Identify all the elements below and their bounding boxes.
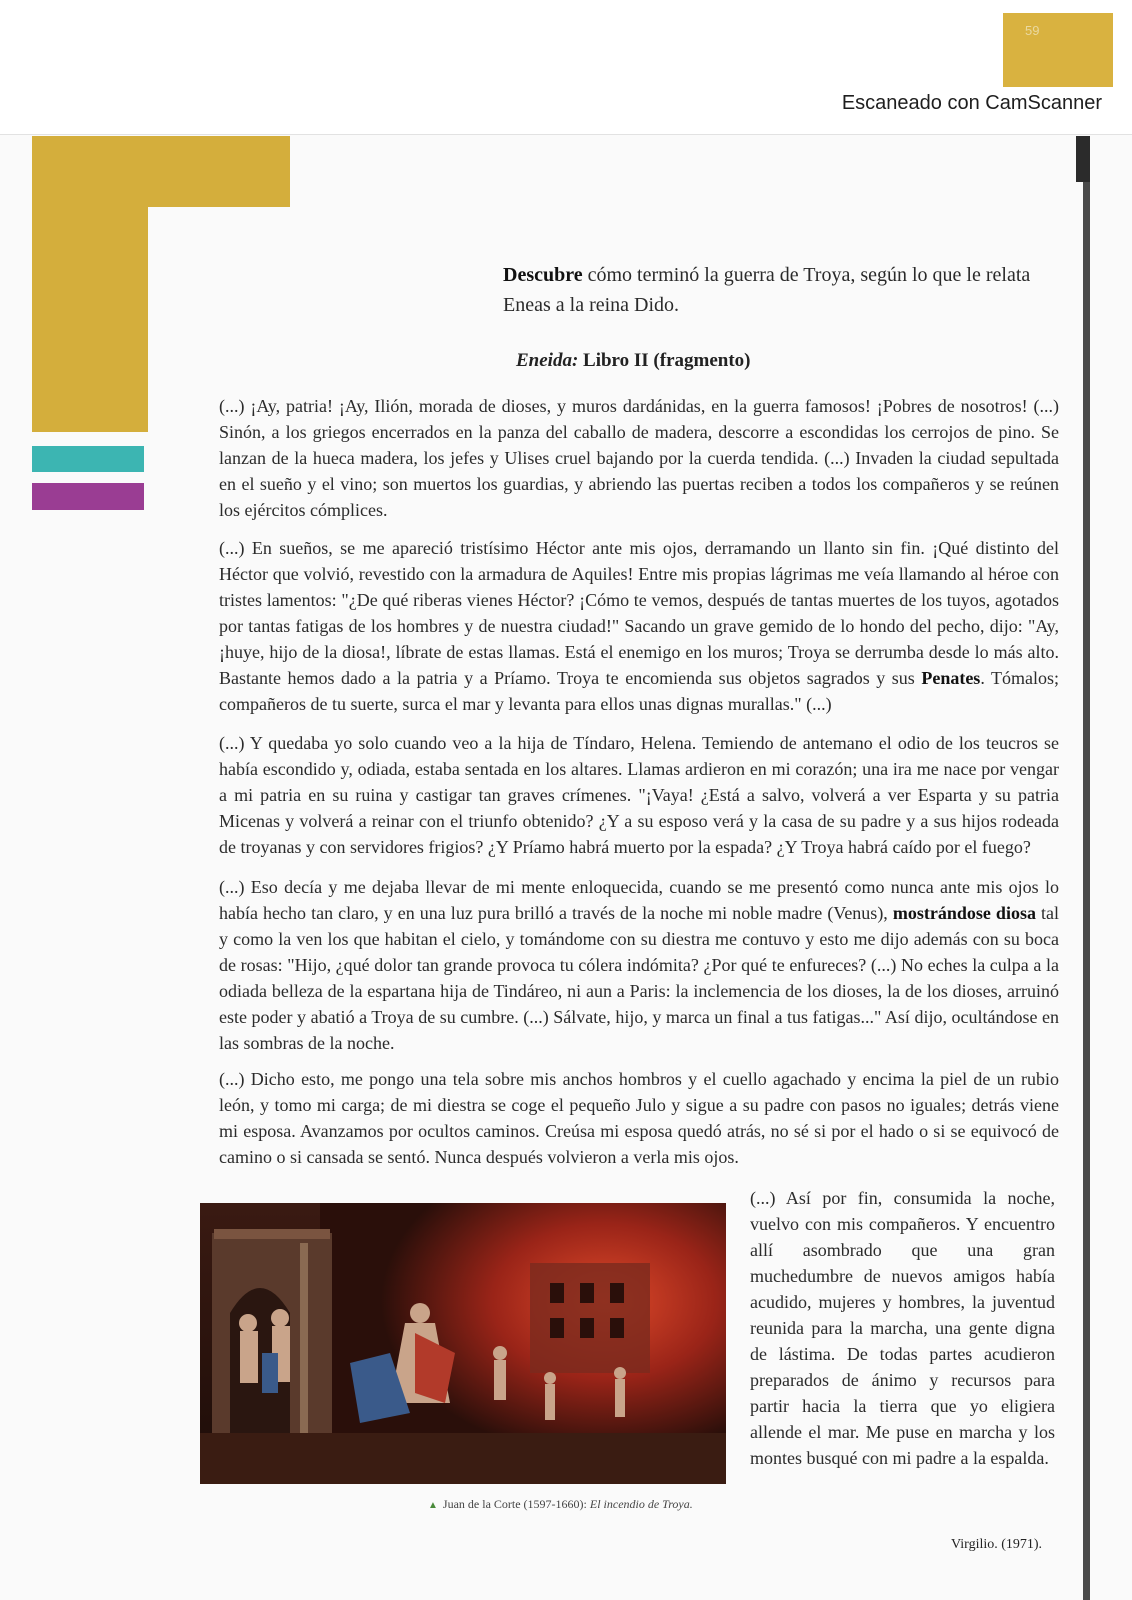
paragraph-5: (...) Dicho esto, me pongo una tela sobre mis anchos hombros y el cuello agachado y encima la piel de un rubio león, y tomo mi carga; de mi diestra se coge el pequeño Julo y sigue a su padre con pasos no iguales; detrás viene mi esposa. Avanzamos por ocultos caminos. Creúsa mi esposa quedó atrás, no sé si por el hado o si se equivocó de camino o si cansada se sentó. Nunca después volvieron a verla mis ojos.	[219, 1069, 1059, 1167]
page-number-tab	[1003, 13, 1113, 87]
page-edge-rule	[1083, 136, 1090, 1600]
caption-work-title: El incendio de Troya.	[589, 1497, 693, 1511]
page-edge-notch	[1076, 136, 1090, 182]
scanner-header	[0, 0, 1132, 135]
intro-text	[503, 260, 1063, 320]
teal-decoration-bar	[32, 446, 144, 472]
gold-decoration-top	[32, 136, 290, 207]
paragraph-2	[219, 535, 1059, 717]
gold-decoration-side	[32, 206, 148, 432]
paragraph-2-text-b: . Tómalos; compañeros de tu suerte, surca el mar y levanta para ellos unas dignas murallas." (...)	[219, 668, 1060, 714]
mostrandose-diosa-term: mostrándose diosa	[892, 903, 1036, 923]
paragraph-4-text-a: (...) Eso decía y me dejaba llevar de mi mente enloquecida, cuando se me presentó como nunca ante mis ojos lo había hecho tan claro, y en una luz pura brilló a través de la noche mi noble madre (Venus),	[219, 877, 1059, 923]
intro-sentence: cómo terminó la guerra de Troya, según lo que le relata Eneas a la reina Dido.	[503, 264, 1031, 316]
citation: Virgilio. (1971).	[951, 1537, 1043, 1552]
reading-title-work: Eneida:	[516, 350, 579, 371]
paragraph-6: (...) Así por fin, consumida la noche, vuelvo con mis compañeros. Y encuentro allí asombrado que una gran muchedumbre de nuevos amigos había acudido, mujeres y hombres, la juventud reunida para la marcha, una gente digna de lástima. De todas partes acudieron preparados de ánimo y recursos para partir hacia la tierra que yo eligiera allende el mar. Me puse en marcha y los montes busqué con mi padre a la espalda.	[750, 1188, 1055, 1468]
penates-term: Penates	[921, 668, 981, 688]
page-number: 59	[1025, 23, 1040, 38]
reading-title-rest: Libro II (fragmento)	[578, 350, 751, 371]
caption-author: Juan de la Corte (1597-1660):	[442, 1497, 590, 1511]
paragraph-4	[219, 874, 1059, 1056]
paragraph-4-text-b: tal y como la ven los que habitan el cielo, y tomándome con su diestra me contuvo y esto me dijo además con su boca de rosas: "Hijo, ¿qué dolor tan grande provoca tu cólera indómita? ¿Por qué te enfureces? (...) No eches la culpa a la odiada belleza de la espartana hija de Tindáreo, ni aun a Paris: la inclemencia de los dioses, la de los dioses, arruinó este poder y abatió a Troya de su cumbre. (...) Sálvate, hijo, y marca un final a tus fatigas..." Así dijo, ocultándose en las sombras de la noche.	[219, 903, 1060, 1053]
paragraph-3: (...) Y quedaba yo solo cuando veo a la hija de Tíndaro, Helena. Temiendo de antemano el odio de los teucros se había escondido y, odiada, estaba sentada en los altares. Llamas ardieron en mi corazón; una ira me nace por vengar a mi patria en su ruina y castigar tan graves crímenes. "¡Vaya! ¿Está a salvo, volverá a ver Esparta y su patria Micenas y volverá a reinar con el triunfo obtenido? ¿Y a su esposo verá y la casa de su padre y a sus hijos rodeada de troyanas y con servidores frigios? ¿Y Príamo habrá muerto por la espada? ¿Y Troya habrá caído por el fuego?	[219, 733, 1059, 857]
purple-decoration-bar	[32, 483, 144, 510]
paragraph-1: (...) ¡Ay, patria! ¡Ay, Ilión, morada de dioses, y muros dardánidas, en la guerra famosos! ¡Pobres de nosotros! (...) Sinón, a los griegos encerrados en la panza del caballo de madera, descorre a escondidas los cerrojos de pino. Se lanzan de la hueca madera, los jefes y Ulises cruel bajando por la cuerda tendida. (...) Invaden la ciudad sepultada en el sueño y el vino; son muertos los guardias, y abriendo las puertas reciben a todos los compañeros y se reúnen los ejércitos cómplices.	[219, 396, 1059, 520]
camscanner-label: Escaneado con CamScanner	[841, 92, 1102, 114]
intro-bold-word: Descubre	[503, 264, 583, 286]
painting-image	[200, 1203, 726, 1484]
paragraph-2-text-a: (...) En sueños, se me apareció tristísimo Héctor ante mis ojos, derramando un llanto sin fin. ¡Qué distinto del Héctor que volvió, revestido con la armadura de Aquiles! Entre mis propias lágrimas me veía llamando al héroe con tristes lamentos: "¿De qué riberas vienes Héctor? ¡Cómo te vemos, después de tantas muertes de los tuyos, agotados por tantas fatigas de los hombres y de nuestra ciudad!" Sacando un grave gemido de lo hondo del pecho, dijo: "Ay, ¡huye, hijo de la diosa!, líbrate de estas llamas. Está el enemigo en los muros; Troya se derrumba desde lo más alto. Bastante hemos dado a la patria y a Príamo. Troya te encomienda sus objetos sagrados y sus	[219, 538, 1059, 688]
reading-title	[516, 350, 751, 372]
image-caption	[428, 1497, 693, 1512]
triangle-icon: ▲	[428, 1500, 438, 1511]
